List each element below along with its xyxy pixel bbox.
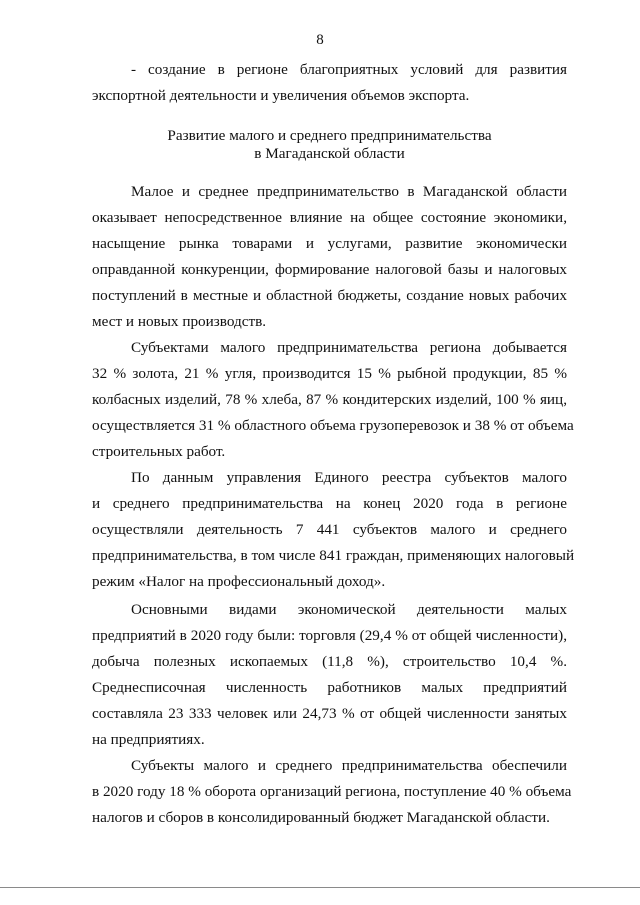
text-line: По данным управления Единого реестра субъектов малого <box>131 469 567 486</box>
text-line: строительных работ. <box>92 443 226 460</box>
text-line: Субъектами малого предпринимательства региона добывается <box>131 339 567 356</box>
text-line: - создание в регионе благоприятных условий для развития <box>131 61 567 78</box>
text-line: оправданной конкуренции, формирование налоговой базы и налоговых <box>92 261 567 278</box>
text-line: Среднесписочная численность работников малых предприятий <box>92 679 567 696</box>
text-line: поступлений в местные и областной бюджеты, создание новых рабочих <box>92 287 567 304</box>
text-line: Субъекты малого и среднего предпринимательства обеспечили <box>131 757 567 774</box>
text-line: на предприятиях. <box>92 731 205 748</box>
text-line: мест и новых производств. <box>92 313 267 330</box>
text-line: предпринимательства, в том числе 841 граждан, применяющих налоговый <box>92 547 575 564</box>
text-line: осуществляется 31 % областного объема грузоперевозок и 38 % от объема <box>92 417 574 434</box>
text-line: в 2020 году 18 % оборота организаций региона, поступление 40 % объема <box>92 783 572 800</box>
text-line: добыча полезных ископаемых (11,8 %), строительство 10,4 %. <box>92 653 567 670</box>
text-line: составляла 23 333 человек или 24,73 % от общей численности занятых <box>92 705 567 722</box>
section-heading: в Магаданской области <box>254 145 405 162</box>
text-line: 32 % золота, 21 % угля, производится 15 % рыбной продукции, 85 % <box>92 365 567 382</box>
text-line: оказывает непосредственное влияние на общее состояние экономики, <box>92 209 567 226</box>
text-line: колбасных изделий, 78 % хлеба, 87 % кондитерских изделий, 100 % яиц, <box>92 391 567 408</box>
text-line: Основными видами экономической деятельности малых <box>131 601 567 618</box>
text-line: налогов и сборов в консолидированный бюджет Магаданской области. <box>92 809 550 826</box>
page-number: 8 <box>316 32 324 48</box>
text-line: Малое и среднее предпринимательство в Магаданской области <box>131 183 567 200</box>
text-line: и среднего предпринимательства на конец 2020 года в регионе <box>92 495 567 512</box>
text-line: предприятий в 2020 году были: торговля (29,4 % от общей численности), <box>92 627 567 644</box>
text-line: режим «Налог на профессиональный доход». <box>92 573 386 590</box>
text-line: экспортной деятельности и увеличения объемов экспорта. <box>92 87 470 104</box>
bottom-rule <box>0 887 640 888</box>
text-line: насыщение рынка товарами и услугами, развитие экономически <box>92 235 567 252</box>
text-line: осуществляли деятельность 7 441 субъектов малого и среднего <box>92 521 567 538</box>
section-heading: Развитие малого и среднего предпринимательства <box>167 127 492 144</box>
